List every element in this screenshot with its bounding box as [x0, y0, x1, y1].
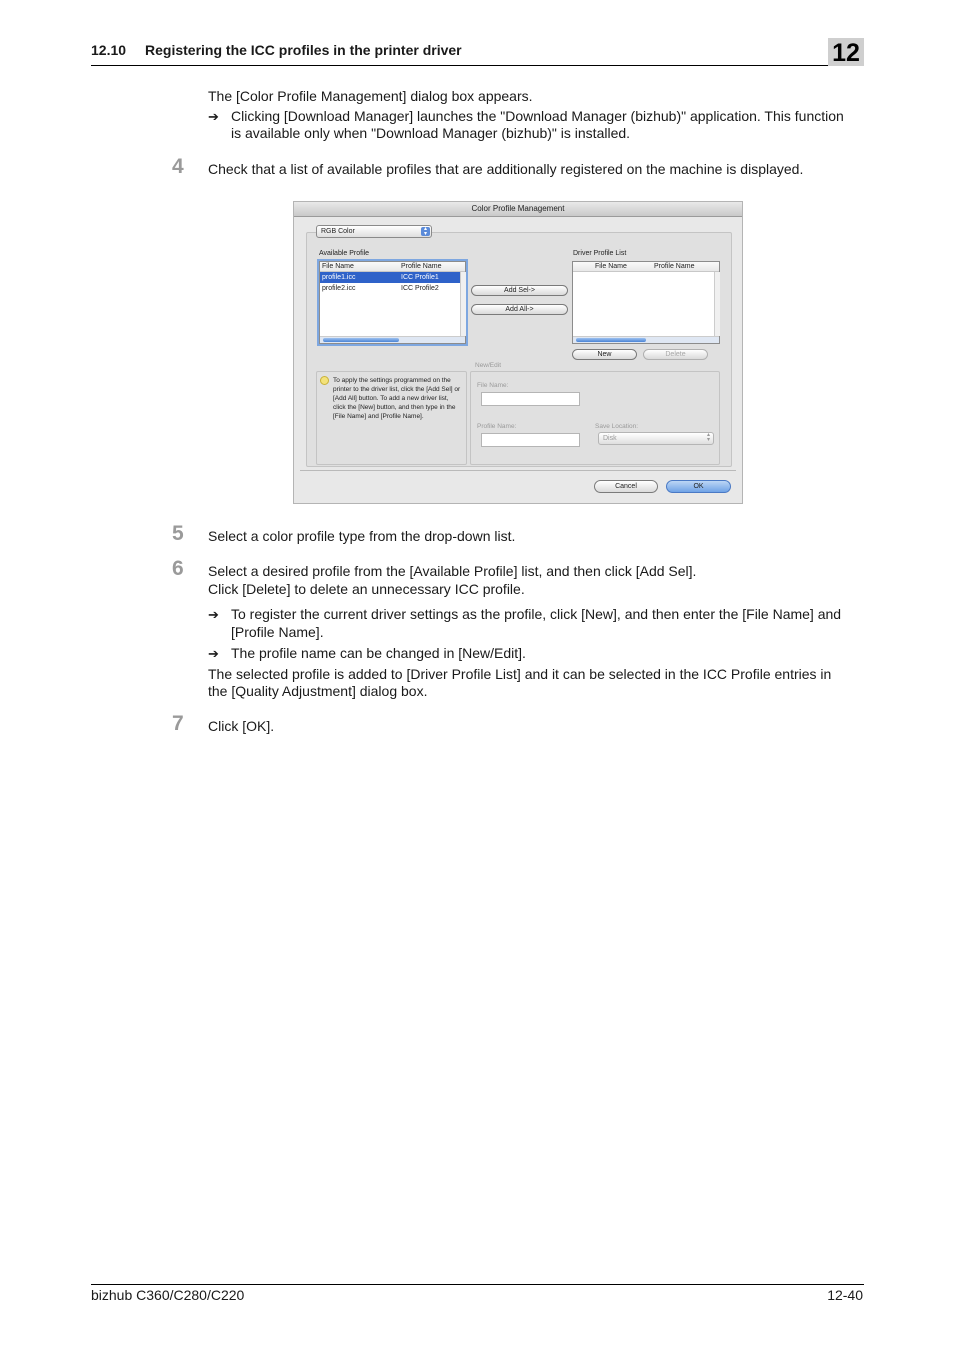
color-type-value: RGB Color	[321, 228, 355, 235]
driver-profile-list-label: Driver Profile List	[573, 250, 627, 257]
file-name-cell: profile2.icc	[322, 285, 356, 292]
new-edit-label: New/Edit	[475, 362, 502, 369]
section-heading	[91, 42, 462, 58]
list-item[interactable]	[320, 283, 461, 294]
save-location-value: Disk	[603, 435, 617, 442]
dialog-title-bar: Color Profile Management	[294, 202, 742, 217]
step-text: Click [OK].	[208, 718, 275, 734]
note-line: To register the current driver settings as the profile, click [New], and then enter the [File Name] and	[231, 606, 842, 622]
divider	[300, 470, 736, 471]
add-sel-button[interactable]: Add Sel->	[471, 285, 568, 296]
note-line: [Profile Name].	[231, 624, 324, 640]
cancel-button[interactable]: Cancel	[594, 480, 658, 493]
chapter-number-badge: 12	[828, 38, 864, 66]
file-name-cell: profile1.icc	[322, 274, 356, 281]
step-number: 4	[172, 155, 184, 178]
profile-name-field[interactable]	[481, 433, 580, 447]
step-text: Check that a list of available profiles that are additionally registered on the machine is displayed.	[208, 161, 804, 177]
save-location-label: Save Location:	[595, 423, 639, 430]
column-header-file-name[interactable]: File Name	[595, 263, 627, 270]
lightbulb-icon	[320, 376, 329, 385]
intro-text: The [Color Profile Management] dialog box appears.	[208, 88, 533, 104]
driver-profile-list[interactable]	[572, 261, 720, 344]
section-number: 12.10	[91, 42, 127, 58]
note-arrow-icon: ➔	[208, 109, 219, 124]
list-item[interactable]	[320, 272, 461, 283]
list-header	[573, 262, 719, 272]
save-location-select[interactable]	[598, 432, 714, 445]
profile-name-cell: ICC Profile1	[401, 274, 439, 281]
horizontal-scrollbar[interactable]	[320, 336, 465, 343]
vertical-scrollbar[interactable]	[714, 272, 720, 336]
file-name-label: File Name:	[477, 382, 509, 389]
result-text: The selected profile is added to [Driver Profile List] and it can be selected in the ICC Profile entries in	[208, 666, 832, 682]
step-text: Select a desired profile from the [Available Profile] list, and then click [Add Sel].	[208, 563, 697, 579]
add-all-button[interactable]: Add All->	[471, 304, 568, 315]
footer-product: bizhub C360/C280/C220	[91, 1287, 245, 1303]
profile-name-cell: ICC Profile2	[401, 285, 439, 292]
list-header	[320, 262, 465, 272]
note-line: Clicking [Download Manager] launches the "Download Manager (bizhub)" application. This function	[231, 108, 844, 124]
step-number: 6	[172, 557, 184, 580]
chevron-updown-icon: ▴ ▾	[706, 432, 710, 443]
chevron-updown-icon: ▴ ▾	[421, 227, 430, 236]
column-header-profile-name[interactable]: Profile Name	[654, 263, 695, 270]
column-header-profile-name[interactable]: Profile Name	[401, 263, 442, 270]
step-text: Click [Delete] to delete an unnecessary ICC profile.	[208, 581, 525, 597]
color-type-select[interactable]	[316, 225, 432, 238]
scroll-thumb[interactable]	[323, 338, 399, 342]
note-line: The profile name can be changed in [New/Edit].	[231, 645, 526, 661]
result-text: the [Quality Adjustment] dialog box.	[208, 683, 428, 699]
step-text: Select a color profile type from the drop-down list.	[208, 528, 516, 544]
section-title: Registering the ICC profiles in the printer driver	[145, 42, 462, 58]
file-name-field[interactable]	[481, 392, 580, 406]
note-arrow-icon: ➔	[208, 646, 219, 661]
step-number: 7	[172, 712, 184, 735]
available-profile-list[interactable]	[319, 261, 466, 344]
footer-page-number: 12-40	[827, 1287, 863, 1303]
available-profile-label: Available Profile	[319, 250, 370, 257]
column-header-file-name[interactable]: File Name	[322, 263, 354, 270]
horizontal-scrollbar[interactable]	[573, 336, 719, 343]
color-profile-management-dialog	[293, 201, 743, 504]
new-button[interactable]: New	[572, 349, 637, 360]
note-line: is available only when "Download Manager (bizhub)" is installed.	[231, 125, 631, 141]
scroll-thumb[interactable]	[576, 338, 646, 342]
vertical-scrollbar[interactable]	[460, 272, 466, 336]
ok-button[interactable]: OK	[666, 480, 731, 493]
profile-name-label: Profile Name:	[477, 423, 517, 430]
header-rule	[91, 65, 864, 66]
delete-button[interactable]: Delete	[643, 349, 708, 360]
note-arrow-icon: ➔	[208, 607, 219, 622]
footer-rule	[91, 1284, 864, 1285]
step-number: 5	[172, 522, 184, 545]
info-box	[316, 371, 467, 465]
new-edit-group	[470, 371, 720, 465]
info-text: To apply the settings programmed on the printer to the driver list, click the [Add Sel] or [Add All] button. To add a new driver list, click the [New] button, and then type in the [File Name] and [Profile Name].	[333, 377, 461, 420]
